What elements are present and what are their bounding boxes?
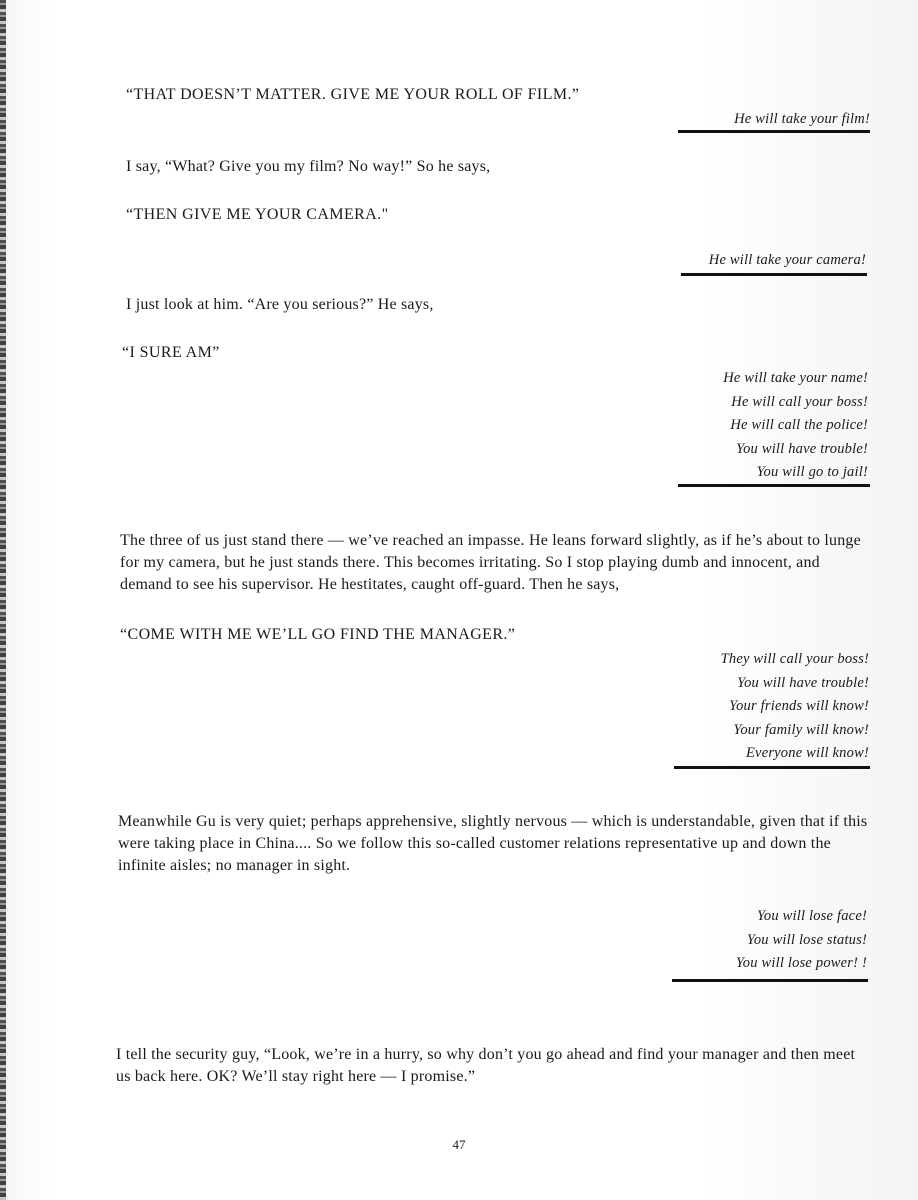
paragraph-gu-quiet: Meanwhile Gu is very quiet; perhaps apprehensive, slightly nervous — which is understandable, given that if this were taking place in China.... So we follow this so-called customer relations representative up and down the infinite aisles; no manager in sight.	[118, 813, 868, 874]
page-binding-edge	[0, 0, 6, 1200]
aside-line: You will lose power! !	[735, 955, 867, 971]
aside-line: He will call your boss!	[731, 393, 868, 410]
aside-consequences-3	[736, 905, 867, 976]
dialogue-camera: “THEN GIVE ME YOUR CAMERA."	[126, 206, 389, 223]
aside-line: Your family will know!	[733, 721, 869, 738]
aside-line: He will call the police!	[730, 417, 868, 433]
paragraph-give-film: I say, “What? Give you my film? No way!” So he says,	[126, 158, 491, 175]
aside-line: He will take your camera!	[708, 252, 866, 268]
aside-line: You will have trouble!	[737, 674, 869, 691]
aside-line: Everyone will know!	[746, 745, 869, 761]
dialogue-sure-am: “I SURE AM”	[122, 344, 220, 361]
aside-line: You will have trouble!	[736, 440, 868, 457]
dialogue-film: “THAT DOESN’T MATTER. GIVE ME YOUR ROLL OF FILM.”	[126, 86, 580, 103]
aside-line: You will go to jail!	[756, 464, 868, 480]
paragraph-serious: I just look at him. “Are you serious?” He says,	[126, 296, 434, 313]
aside-line: He will take your film!	[734, 111, 870, 127]
aside-film	[734, 108, 870, 132]
aside-camera	[709, 249, 866, 273]
aside-consequences-1-rule	[678, 484, 870, 487]
aside-consequences-3-rule	[672, 979, 868, 982]
page-number: 47	[452, 1137, 466, 1152]
aside-line: He will take your name!	[723, 370, 868, 386]
aside-line: You will lose status!	[746, 931, 867, 948]
aside-line: Your friends will know!	[729, 698, 869, 714]
aside-film-rule	[678, 130, 870, 133]
aside-consequences-2	[721, 648, 869, 766]
paragraph-security-guy: I tell the security guy, “Look, we’re in a hurry, so why don’t you go ahead and find your manager and then meet us back here. OK? We’ll stay right here — I promise.”	[116, 1046, 856, 1085]
aside-line: They will call your boss!	[720, 651, 869, 667]
paragraph-impasse: The three of us just stand there — we’ve reached an impasse. He leans forward slightly, as if he’s about to lunge for my camera, but he just stands there. This becomes irritating. So I stop playing dumb and innocent, and demand to see his supervisor. He hestitates, caught off-guard. Then he says,	[120, 532, 861, 593]
dialogue-manager: “COME WITH ME WE’LL GO FIND THE MANAGER.”	[120, 626, 516, 643]
aside-consequences-1	[723, 367, 868, 485]
aside-consequences-2-rule	[674, 766, 870, 769]
aside-line: You will lose face!	[756, 908, 867, 924]
aside-camera-rule	[681, 273, 867, 276]
